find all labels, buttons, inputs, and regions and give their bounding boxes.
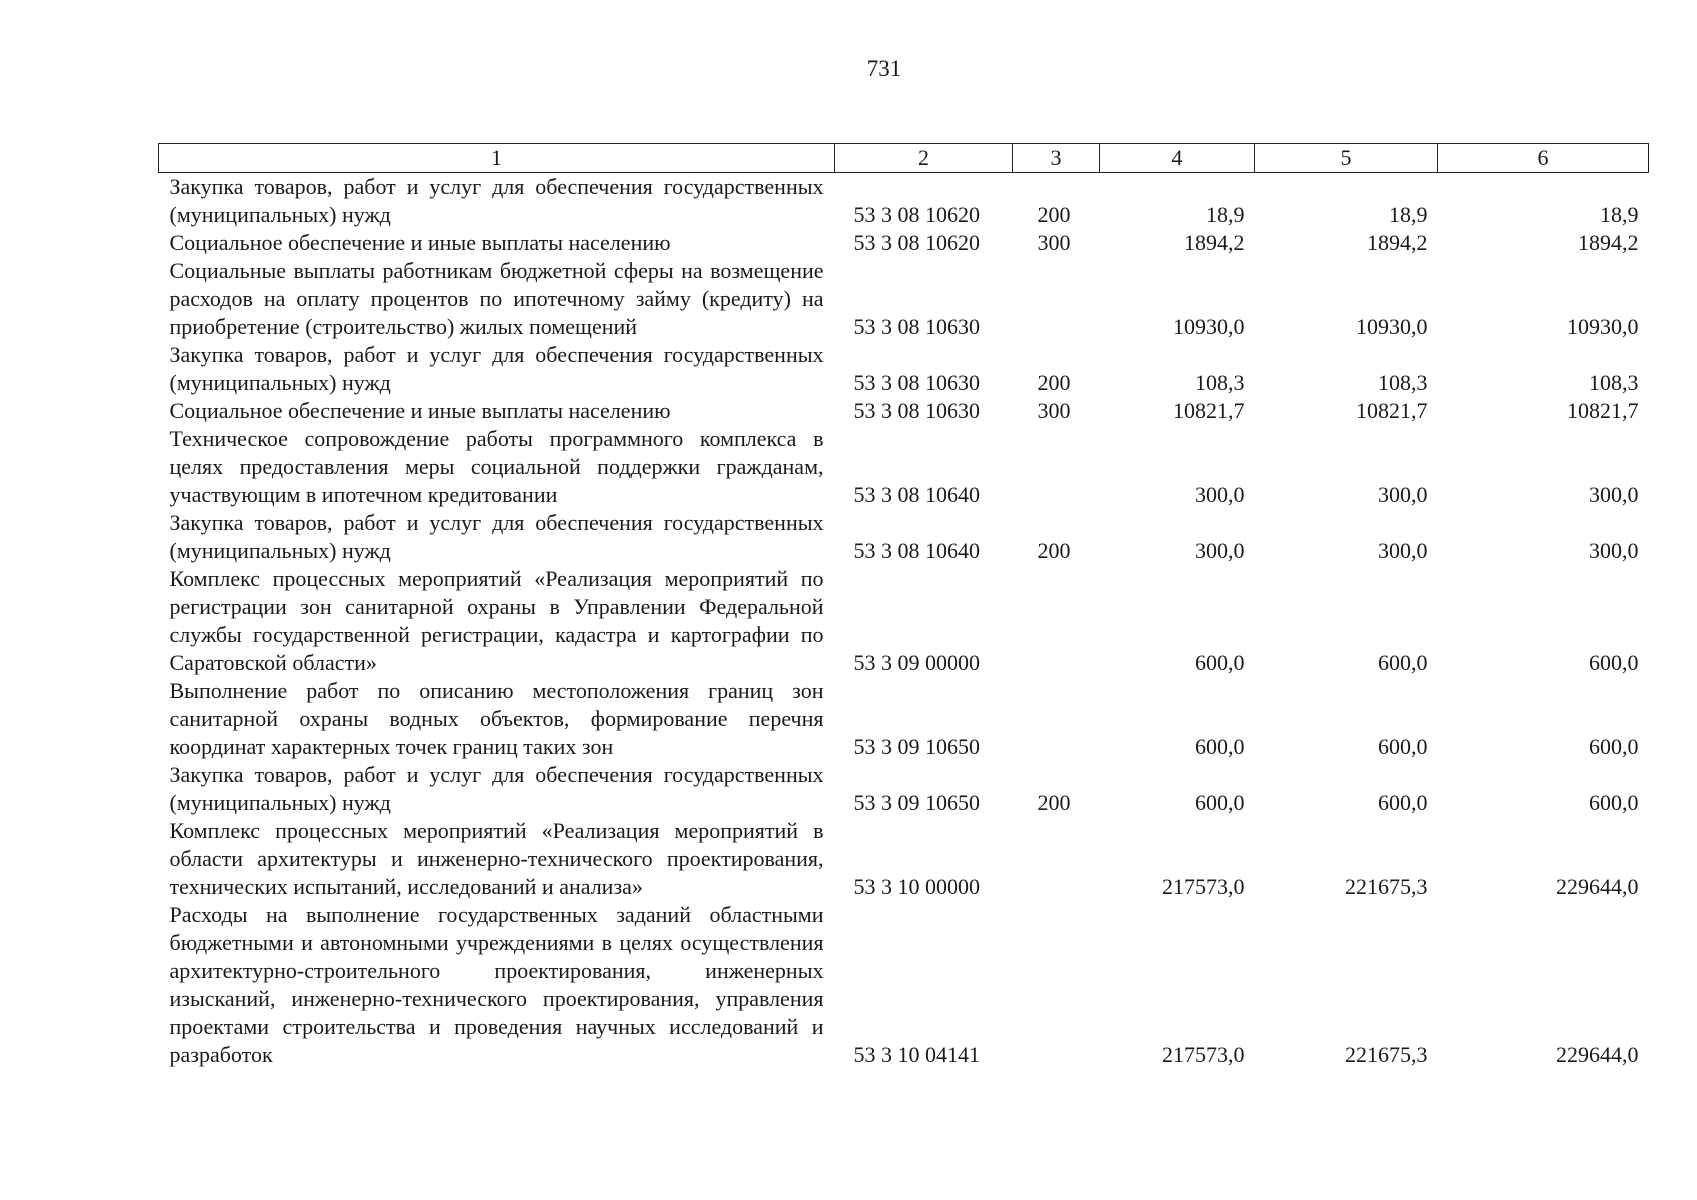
row-description: Комплекс процессных мероприятий «Реализация мероприятий по регистрации зон санитарной охраны в Управлении Федеральной службы государственной регистрации, кадастра и картографии по Саратовской области» (169, 566, 824, 675)
row-description: Техническое сопровождение работы программного комплекса в целях предоставления меры социальной поддержки гражданам, участвующим в ипотечном кредитовании (169, 426, 824, 507)
row-code: 53 3 10 00000 (853, 874, 980, 899)
row-description: Расходы на выполнение государственных заданий областными бюджетными и автономными учреждениями в целях осуществления архитектурно-строительного проектирования, инженерных изысканий, инженерно-технического проектирования, управления проектами строительства и проведения научных исследований и разработок (169, 902, 824, 1067)
table-row (159, 341, 1649, 397)
table-header (159, 144, 1649, 173)
row-value-col5: 600,0 (1378, 790, 1428, 815)
table-row (159, 257, 1649, 341)
row-value-col4: 10821,7 (1173, 398, 1245, 423)
row-code: 53 3 08 10630 (853, 314, 980, 339)
row-expense-type (1013, 901, 1100, 1069)
row-description: Комплекс процессных мероприятий «Реализация мероприятий в области архитектуры и инженерно-технического проектирования, технических испытаний, исследований и анализа» (169, 818, 824, 899)
row-value-col6: 10821,7 (1567, 398, 1639, 423)
row-expense-type (1013, 257, 1100, 341)
column-header-4: 4 (1100, 144, 1255, 173)
row-value-col6: 600,0 (1589, 650, 1639, 675)
row-value-col5: 600,0 (1378, 734, 1428, 759)
row-value-col6: 1894,2 (1578, 230, 1639, 255)
row-value-col5: 1894,2 (1367, 230, 1428, 255)
table-row (159, 817, 1649, 901)
row-value-col4: 600,0 (1195, 650, 1245, 675)
row-description: Закупка товаров, работ и услуг для обеспечения государственных (муниципальных) нужд (169, 762, 824, 815)
row-expense-type: 300 (1037, 230, 1071, 255)
row-expense-type: 300 (1037, 398, 1071, 423)
column-header-6: 6 (1438, 144, 1649, 173)
row-code: 53 3 08 10630 (853, 370, 980, 395)
row-value-col4: 1894,2 (1184, 230, 1245, 255)
row-value-col6: 600,0 (1589, 734, 1639, 759)
row-description: Закупка товаров, работ и услуг для обеспечения государственных (муниципальных) нужд (169, 510, 824, 563)
row-value-col4: 300,0 (1195, 538, 1245, 563)
row-value-col5: 600,0 (1378, 650, 1428, 675)
table-header-row (159, 144, 1649, 173)
row-value-col6: 18,9 (1600, 202, 1639, 227)
row-description: Социальные выплаты работникам бюджетной сферы на возмещение расходов на оплату процентов по ипотечному займу (кредиту) на приобретение (строительство) жилых помещений (169, 258, 824, 339)
row-value-col6: 600,0 (1589, 790, 1639, 815)
row-value-col4: 217573,0 (1162, 1042, 1245, 1067)
row-value-col4: 108,3 (1195, 370, 1245, 395)
row-value-col5: 10821,7 (1356, 398, 1428, 423)
row-description: Закупка товаров, работ и услуг для обеспечения государственных (муниципальных) нужд (169, 342, 824, 395)
row-code: 53 3 08 10620 (853, 202, 980, 227)
row-description: Социальное обеспечение и иные выплаты населению (169, 398, 671, 423)
row-value-col5: 10930,0 (1356, 314, 1428, 339)
budget-table (158, 143, 1649, 1069)
row-value-col6: 300,0 (1589, 538, 1639, 563)
row-value-col5: 108,3 (1378, 370, 1428, 395)
row-expense-type: 200 (1037, 370, 1071, 395)
row-value-col6: 229644,0 (1556, 874, 1639, 899)
row-expense-type: 200 (1037, 538, 1071, 563)
row-code: 53 3 08 10640 (853, 482, 980, 507)
row-value-col5: 221675,3 (1345, 1042, 1428, 1067)
row-value-col4: 300,0 (1195, 482, 1245, 507)
row-code: 53 3 09 00000 (853, 650, 980, 675)
row-expense-type: 200 (1037, 790, 1071, 815)
row-expense-type (1013, 677, 1100, 761)
row-expense-type: 200 (1037, 202, 1071, 227)
row-value-col4: 10930,0 (1173, 314, 1245, 339)
table-row (159, 677, 1649, 761)
row-value-col5: 300,0 (1378, 538, 1428, 563)
row-value-col6: 300,0 (1589, 482, 1639, 507)
row-code: 53 3 09 10650 (853, 790, 980, 815)
row-expense-type (1013, 817, 1100, 901)
table-row (159, 565, 1649, 677)
row-value-col6: 229644,0 (1556, 1042, 1639, 1067)
row-expense-type (1013, 425, 1100, 509)
table-row (159, 229, 1649, 257)
row-value-col6: 108,3 (1589, 370, 1639, 395)
row-description: Закупка товаров, работ и услуг для обеспечения государственных (муниципальных) нужд (169, 174, 824, 227)
column-header-1: 1 (159, 144, 835, 173)
row-value-col5: 221675,3 (1345, 874, 1428, 899)
table-row (159, 901, 1649, 1069)
row-expense-type (1013, 565, 1100, 677)
row-value-col4: 600,0 (1195, 790, 1245, 815)
table-row (159, 397, 1649, 425)
column-header-3: 3 (1013, 144, 1100, 173)
table-row (159, 173, 1649, 230)
column-header-2: 2 (835, 144, 1013, 173)
row-value-col4: 600,0 (1195, 734, 1245, 759)
page-number: 731 (866, 56, 902, 81)
table-row (159, 761, 1649, 817)
column-header-5: 5 (1255, 144, 1438, 173)
row-code: 53 3 08 10630 (853, 398, 980, 423)
row-value-col5: 300,0 (1378, 482, 1428, 507)
table-row (159, 425, 1649, 509)
row-value-col4: 217573,0 (1162, 874, 1245, 899)
table-row (159, 509, 1649, 565)
row-description: Выполнение работ по описанию местоположения границ зон санитарной охраны водных объектов, формирование перечня координат характерных точек границ таких зон (169, 678, 824, 759)
table-body (159, 173, 1649, 1070)
row-value-col5: 18,9 (1389, 202, 1428, 227)
row-value-col4: 18,9 (1206, 202, 1245, 227)
row-description: Социальное обеспечение и иные выплаты населению (169, 230, 671, 255)
row-code: 53 3 08 10640 (853, 538, 980, 563)
row-code: 53 3 10 04141 (853, 1042, 980, 1067)
row-code: 53 3 08 10620 (853, 230, 980, 255)
row-code: 53 3 09 10650 (853, 734, 980, 759)
row-value-col6: 10930,0 (1567, 314, 1639, 339)
